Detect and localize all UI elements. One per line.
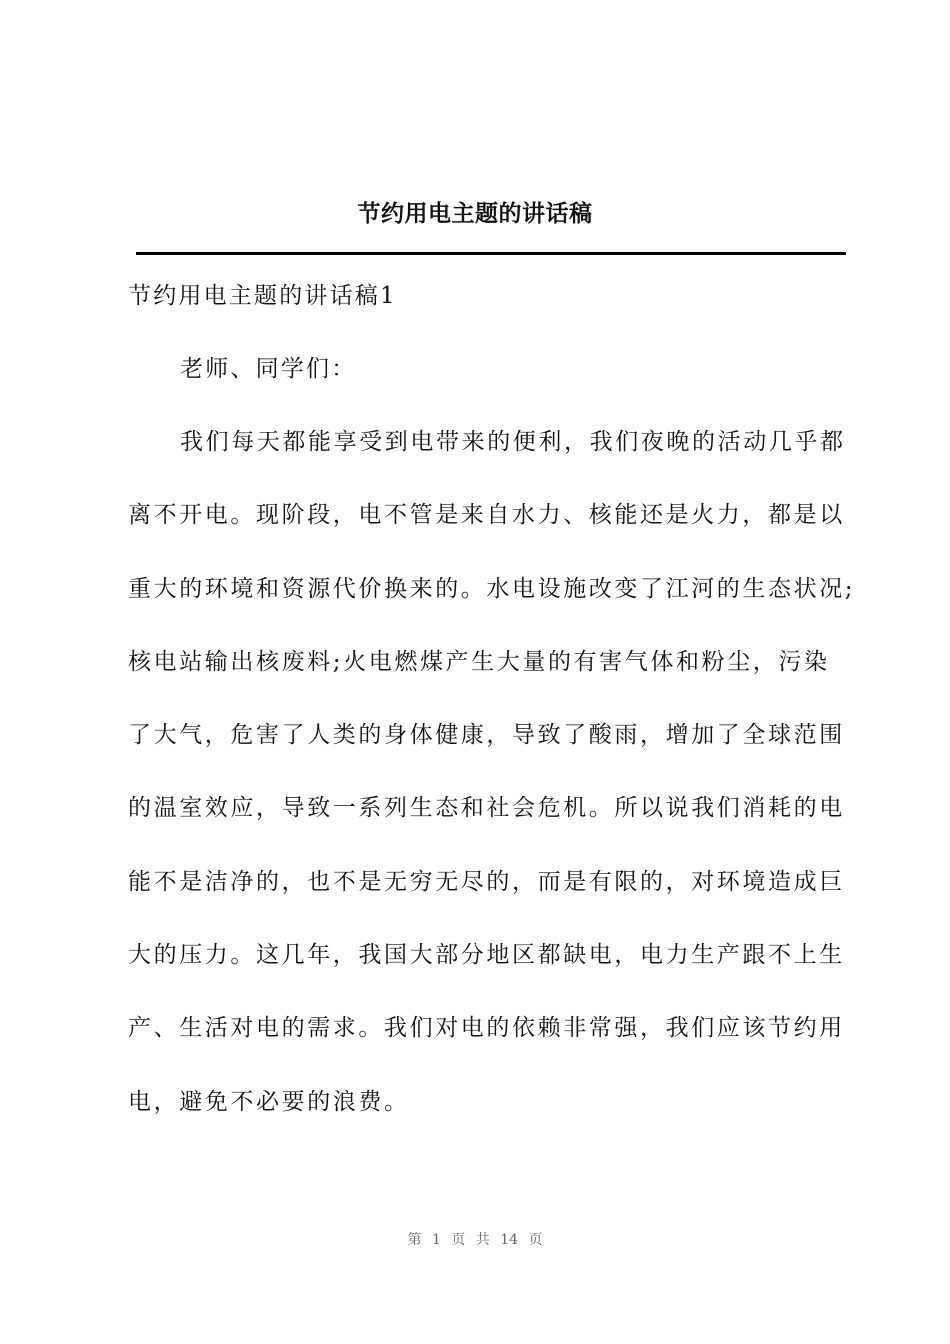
paragraph-line: 了大气，危害了人类的身体健康，导致了酸雨，增加了全球范围 — [128, 722, 845, 749]
greeting-line: 老师、同学们： — [180, 356, 357, 382]
section-heading: 节约用电主题的讲话稿1 — [128, 283, 397, 309]
paragraph-line: 能不是洁净的，也不是无穷无尽的，而是有限的，对环境造成巨 — [128, 868, 845, 895]
paragraph-line: 的温室效应，导致一系列生态和社会危机。所以说我们消耗的电 — [128, 795, 845, 822]
title-underline — [136, 252, 846, 255]
page-number-footer: 第 1 页 共 14 页 — [407, 1232, 543, 1248]
paragraph-line: 重大的环境和资源代价换来的。水电设施改变了江河的生态状况; — [128, 575, 856, 602]
paragraph-line: 核电站输出核废料;火电燃煤产生大量的有害气体和粉尘，污染 — [128, 648, 830, 675]
body-paragraph — [128, 424, 856, 1157]
document-title: 节约用电主题的讲话稿 — [357, 201, 593, 227]
paragraph-line: 产、生活对电的需求。我们对电的依赖非常强，我们应该节约用 — [128, 1015, 845, 1042]
paragraph-line: 电，避免不必要的浪费。 — [128, 1088, 410, 1115]
paragraph-line: 我们每天都能享受到电带来的便利，我们夜晚的活动几乎都 — [180, 429, 846, 455]
paragraph-line: 大的压力。这几年，我国大部分地区都缺电，电力生产跟不上生 — [128, 942, 845, 969]
paragraph-line: 离不开电。现阶段，电不管是来自水力、核能还是火力，都是以 — [128, 502, 845, 529]
